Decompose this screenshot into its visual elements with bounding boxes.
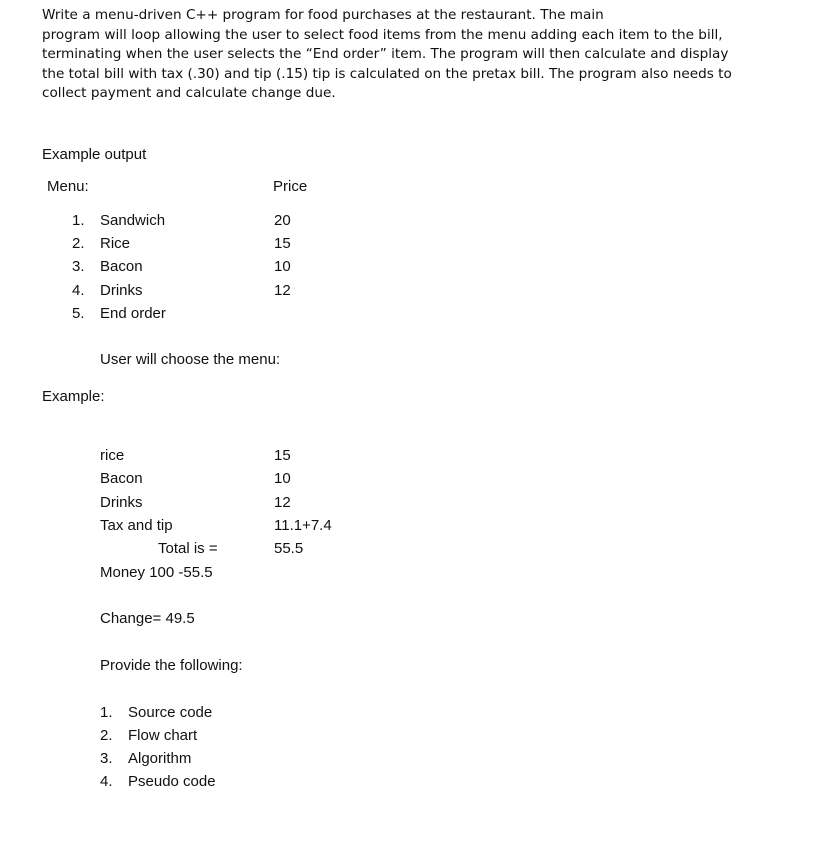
deliverable-label: Algorithm xyxy=(128,750,192,767)
menu-item-number: 1. xyxy=(72,212,85,229)
menu-item-name: Bacon xyxy=(100,258,143,275)
example-row-value: 15 xyxy=(274,447,291,464)
menu-item-number: 5. xyxy=(72,305,85,322)
deliverable-number: 3. xyxy=(100,750,113,767)
deliverable-item xyxy=(100,773,216,791)
deliverable-label: Flow chart xyxy=(128,727,198,744)
prompt-line: Write a menu-driven C++ program for food purchases at the restaurant. The main xyxy=(42,7,604,23)
menu-item xyxy=(72,282,143,300)
menu-item-name: End order xyxy=(100,305,166,322)
deliverable-item xyxy=(100,727,197,745)
prompt-line: collect payment and calculate change due. xyxy=(42,85,336,101)
price-label: Price xyxy=(273,178,308,195)
change-text: Change= 49.5 xyxy=(100,610,195,627)
example-row-label: rice xyxy=(100,447,125,464)
menu-item-price: 20 xyxy=(274,212,291,229)
menu-item-price: 10 xyxy=(274,258,291,275)
example-row-label: Tax and tip xyxy=(100,517,173,534)
total-value: 55.5 xyxy=(274,540,304,557)
example-row-value: 11.1+7.4 xyxy=(274,517,332,534)
user-choose-text: User will choose the menu: xyxy=(100,351,281,368)
example-output-heading: Example output xyxy=(42,146,147,163)
deliverable-item xyxy=(100,704,212,722)
prompt-line: terminating when the user selects the “End order” item. The program will then calculate and display xyxy=(42,46,729,62)
money-text: Money 100 -55.5 xyxy=(100,564,213,581)
deliverable-label: Source code xyxy=(128,704,213,721)
menu-item xyxy=(72,258,143,276)
menu-item-number: 3. xyxy=(72,258,85,275)
example-row-value: 12 xyxy=(274,494,291,511)
example-row-label: Bacon xyxy=(100,470,143,487)
deliverable-number: 1. xyxy=(100,704,113,721)
menu-item-name: Sandwich xyxy=(100,212,166,229)
menu-label: Menu: xyxy=(47,178,89,195)
deliverable-item xyxy=(100,750,191,768)
menu-item-name: Rice xyxy=(100,235,131,252)
menu-item-number: 2. xyxy=(72,235,85,252)
provide-heading: Provide the following: xyxy=(100,657,243,674)
prompt-line: program will loop allowing the user to select food items from the menu adding each item to the bill, xyxy=(42,26,723,43)
menu-item-number: 4. xyxy=(72,282,85,299)
menu-item-price: 12 xyxy=(274,282,291,299)
deliverable-number: 4. xyxy=(100,773,113,790)
example-row-label: Drinks xyxy=(100,494,143,511)
deliverable-number: 2. xyxy=(100,727,113,744)
example-row-value: 10 xyxy=(274,470,291,487)
menu-item xyxy=(72,235,130,253)
example-label: Example: xyxy=(42,388,105,405)
prompt-line: the total bill with tax (.30) and tip (.15) tip is calculated on the pretax bill. The program also needs to xyxy=(42,65,732,82)
problem-statement xyxy=(42,6,802,104)
menu-item xyxy=(72,212,165,230)
menu-item-name: Drinks xyxy=(100,282,143,299)
menu-item xyxy=(72,305,166,323)
total-label: Total is = xyxy=(158,540,218,557)
menu-item-price: 15 xyxy=(274,235,291,252)
deliverable-label: Pseudo code xyxy=(128,773,216,790)
